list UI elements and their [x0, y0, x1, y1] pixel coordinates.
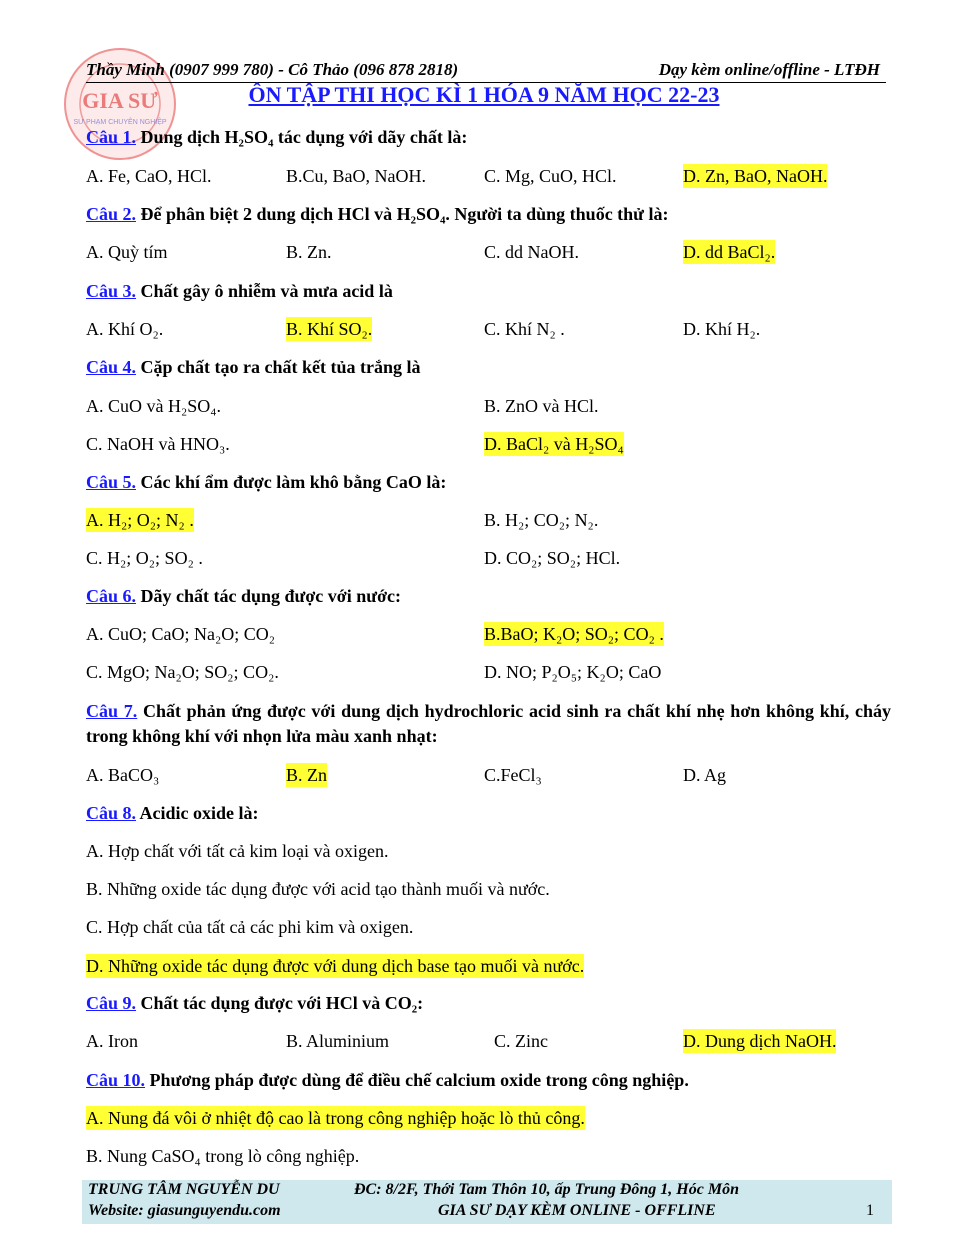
- header-contacts: Thầy Minh (0907 999 780) - Cô Thảo (096 878 2818): [86, 60, 459, 79]
- q8-option-c: C. Hợp chất của tất cả các phi kim và oxigen.: [86, 917, 414, 937]
- q10-option-a-answer: A. Nung đá vôi ở nhiệt độ cao là trong công nghiệp hoặc lò thủ công.: [86, 1108, 585, 1128]
- q6-option-a: A. CuO; CaO; Na₂O; CO₂: [86, 624, 276, 644]
- question-10: [86, 1068, 891, 1093]
- question-3: [86, 279, 891, 304]
- footer-center-name: TRUNG TÂM NGUYỄN DU: [88, 1181, 280, 1198]
- question-7-link[interactable]: Câu 7.: [86, 701, 138, 721]
- question-8: [86, 801, 891, 826]
- q6-option-b-answer: B.BaO; K₂O; SO₂; CO₂ .: [484, 624, 664, 644]
- q3-option-c: C. Khí N₂ .: [484, 319, 565, 339]
- footer-address: ĐC: 8/2F, Thới Tam Thôn 10, ấp Trung Đông 1, Hóc Môn: [354, 1181, 739, 1198]
- q9-option-d-answer: D. Dung dịch NaOH.: [683, 1031, 837, 1051]
- question-1-text: Dung dịch H₂SO₄ tác dụng với dãy chất là:: [140, 127, 468, 147]
- q5-option-c: C. H₂; O₂; SO₂ .: [86, 548, 203, 568]
- stamp-text: GIA SƯ: [82, 88, 158, 113]
- page-title: ÔN TẬP THI HỌC KÌ 1 HÓA 9 NĂM HỌC 22-23: [248, 82, 720, 107]
- question-4-link[interactable]: Câu 4.: [86, 357, 137, 377]
- question-6-text: Dãy chất tác dụng được với nước:: [140, 586, 402, 606]
- q1-option-d-answer: D. Zn, BaO, NaOH.: [683, 166, 828, 186]
- q8-option-a: A. Hợp chất với tất cả kim loại và oxigen.: [86, 841, 389, 861]
- q4-option-c: C. NaOH và HNO₃.: [86, 434, 230, 454]
- header-tagline: Dạy kèm online/offline - LTĐH: [658, 60, 880, 79]
- q6-option-d: D. NO; P₂O₅; K₂O; CaO: [484, 662, 662, 682]
- question-4: [86, 355, 891, 380]
- question-7: [86, 699, 891, 749]
- question-6-link[interactable]: Câu 6.: [86, 586, 137, 606]
- page-number: 1: [866, 1202, 874, 1219]
- stamp-subtext: SƯ PHẠM CHUYÊN NGHIỆP: [73, 119, 167, 126]
- q2-option-d-answer: D. dd BaCl₂.: [683, 242, 776, 262]
- q9-option-b: B. Aluminium: [286, 1031, 390, 1051]
- question-5-text: Các khí ẩm được làm khô bằng CaO là:: [140, 472, 447, 492]
- q2-option-b: B. Zn.: [286, 242, 332, 262]
- page-footer: [82, 1180, 892, 1224]
- q5-option-b: B. H₂; CO₂; N₂.: [484, 510, 599, 530]
- question-2-text: Để phân biệt 2 dung dịch HCl và H₂SO₄. Người ta dùng thuốc thử là:: [140, 204, 669, 224]
- q2-option-a: A. Quỳ tím: [86, 242, 168, 262]
- q8-option-b: B. Những oxide tác dụng được với acid tạo thành muối và nước.: [86, 879, 550, 899]
- question-8-text: Acidic oxide là:: [139, 803, 259, 823]
- question-8-link[interactable]: Câu 8.: [86, 803, 137, 823]
- q3-option-b-answer: B. Khí SO₂.: [286, 319, 373, 339]
- q1-option-a: A. Fe, CaO, HCl.: [86, 166, 212, 186]
- question-1-link[interactable]: Câu 1.: [86, 127, 137, 147]
- q2-option-c: C. dd NaOH.: [484, 242, 579, 262]
- q8-option-d-answer: D. Những oxide tác dụng được với dung dịch base tạo muối và nước.: [86, 956, 585, 976]
- question-5: [86, 470, 891, 495]
- q7-option-b-answer: B. Zn: [286, 765, 328, 785]
- footer-website[interactable]: Website: giasunguyendu.com: [88, 1202, 281, 1219]
- footer-slogan: GIA SƯ DẠY KÈM ONLINE - OFFLINE: [438, 1202, 716, 1219]
- question-1: [86, 125, 891, 150]
- question-2-link[interactable]: Câu 2.: [86, 204, 137, 224]
- q7-option-a: A. BaCO₃: [86, 765, 160, 785]
- page-header: [86, 60, 886, 83]
- q7-option-d: D. Ag: [683, 765, 727, 785]
- question-9-link[interactable]: Câu 9.: [86, 993, 137, 1013]
- question-3-link[interactable]: Câu 3.: [86, 281, 137, 301]
- q4-option-b: B. ZnO và HCl.: [484, 396, 599, 416]
- q6-option-c: C. MgO; Na₂O; SO₂; CO₂.: [86, 662, 279, 682]
- question-10-text: Phương pháp được dùng để điều chế calcium oxide trong công nghiệp.: [149, 1070, 689, 1090]
- q1-option-c: C. Mg, CuO, HCl.: [484, 166, 617, 186]
- q4-option-d-answer: D. BaCl₂ và H₂SO₄: [484, 434, 624, 454]
- q9-option-c: C. Zinc: [494, 1031, 548, 1051]
- question-5-link[interactable]: Câu 5.: [86, 472, 137, 492]
- q10-option-b: B. Nung CaSO₄ trong lò công nghiệp.: [86, 1146, 360, 1166]
- question-3-text: Chất gây ô nhiễm và mưa acid là: [140, 281, 393, 301]
- question-6: [86, 584, 891, 609]
- q7-option-c: C.FeCl₃: [484, 765, 542, 785]
- question-7-text: Chất phản ứng được với dung dịch hydrochloric acid sinh ra chất khí nhẹ hơn không khí, cháy trong không khí với nhọn lửa màu xanh nhạt:: [86, 701, 891, 746]
- q5-option-d: D. CO₂; SO₂; HCl.: [484, 548, 621, 568]
- question-9-text: Chất tác dụng được với HCl và CO₂:: [140, 993, 424, 1013]
- q9-option-a: A. Iron: [86, 1031, 138, 1051]
- question-2: [86, 202, 891, 227]
- question-4-text: Cặp chất tạo ra chất kết tủa trắng là: [140, 357, 421, 377]
- q5-option-a-answer: A. H₂; O₂; N₂ .: [86, 510, 194, 530]
- q3-option-d: D. Khí H₂.: [683, 319, 761, 339]
- q3-option-a: A. Khí O₂.: [86, 319, 164, 339]
- q4-option-a: A. CuO và H₂SO₄.: [86, 396, 222, 416]
- q1-option-b: B.Cu, BaO, NaOH.: [286, 166, 426, 186]
- question-10-link[interactable]: Câu 10.: [86, 1070, 146, 1090]
- question-9: [86, 991, 891, 1016]
